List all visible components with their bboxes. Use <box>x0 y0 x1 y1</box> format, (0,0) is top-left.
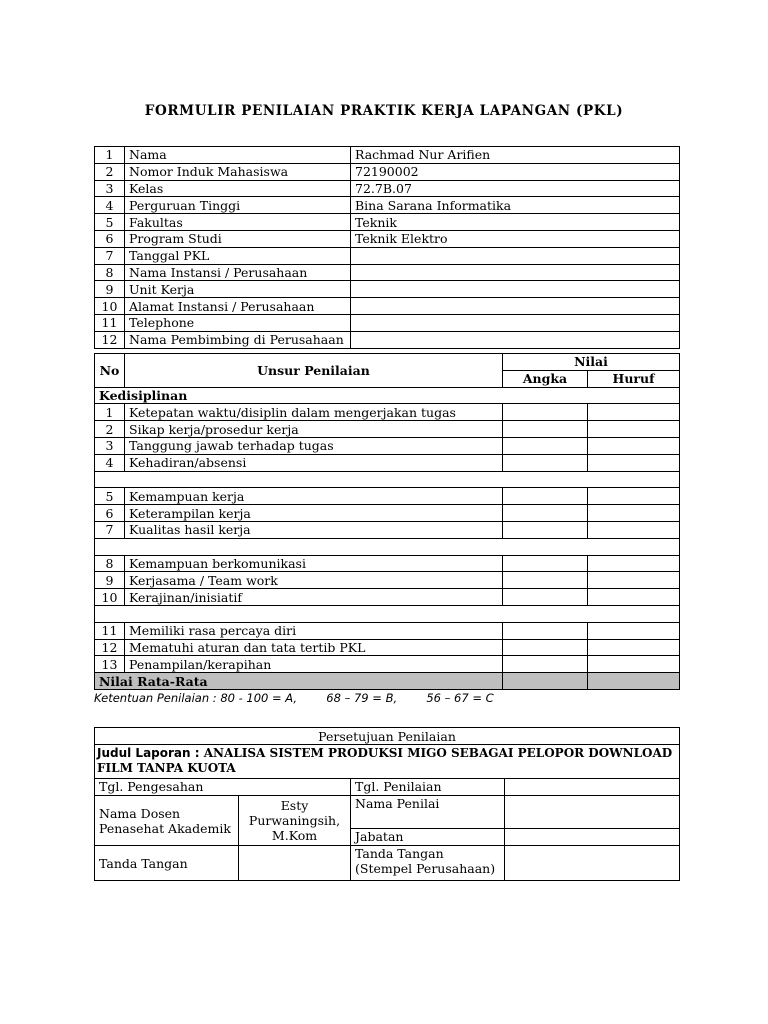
info-row-number: 10 <box>95 298 125 315</box>
section-kedisiplinan: Kedisiplinan <box>95 387 680 404</box>
info-row <box>95 214 680 231</box>
spacer-cell <box>95 605 680 622</box>
info-row <box>95 197 680 214</box>
info-row-number: 1 <box>95 147 125 164</box>
grade-row-number: 4 <box>95 454 125 471</box>
approval-table <box>94 727 680 881</box>
grade-angka-cell <box>503 404 588 421</box>
grade-angka-cell <box>503 589 588 606</box>
info-row <box>95 314 680 331</box>
info-row <box>95 264 680 281</box>
grade-row-label: Penampilan/kerapihan <box>125 656 503 673</box>
info-row-value: 72190002 <box>351 163 680 180</box>
grade-row-label: Kehadiran/absensi <box>125 454 503 471</box>
grade-row <box>95 555 680 572</box>
tgl-penilaian-label: Tgl. Penilaian <box>351 779 505 796</box>
report-title-value: ANALISA SISTEM PRODUKSI MIGO SEBAGAI PELOPOR DOWNLOAD FILM TANPA KUOTA <box>97 746 673 775</box>
report-title-cell <box>95 745 680 779</box>
info-row <box>95 163 680 180</box>
grade-row-number: 7 <box>95 521 125 538</box>
info-row-value: Teknik Elektro <box>351 230 680 247</box>
grade-row-number: 12 <box>95 639 125 656</box>
grade-row-number: 11 <box>95 622 125 639</box>
tanda-tangan-stempel-label <box>351 846 505 881</box>
info-row-value <box>351 298 680 315</box>
info-row-number: 3 <box>95 180 125 197</box>
spacer-row <box>95 471 680 488</box>
grade-angka-cell <box>503 454 588 471</box>
info-row-number: 12 <box>95 331 125 348</box>
grade-huruf-cell <box>588 622 680 639</box>
approval-header: Persetujuan Penilaian <box>95 728 680 745</box>
grade-row-number: 8 <box>95 555 125 572</box>
grade-angka-cell <box>503 656 588 673</box>
grade-row-label: Sikap kerja/prosedur kerja <box>125 421 503 438</box>
info-row-value: Rachmad Nur Arifien <box>351 147 680 164</box>
info-row-number: 7 <box>95 247 125 264</box>
info-row <box>95 180 680 197</box>
info-row-label: Nama <box>125 147 351 164</box>
average-huruf-cell <box>588 673 680 690</box>
tanda-tangan-stempel-value <box>505 846 680 881</box>
tgl-pengesahan-label: Tgl. Pengesahan <box>95 779 351 796</box>
grade-angka-cell <box>503 505 588 522</box>
info-row-label: Perguruan Tinggi <box>125 197 351 214</box>
nama-penilai-label: Nama Penilai <box>351 796 505 829</box>
grading-table <box>94 353 680 690</box>
grade-row-label: Kerjasama / Team work <box>125 572 503 589</box>
info-row-value <box>351 314 680 331</box>
grade-angka-cell <box>503 639 588 656</box>
grade-angka-cell <box>503 488 588 505</box>
grade-huruf-cell <box>588 488 680 505</box>
info-row-label: Kelas <box>125 180 351 197</box>
tanda-tangan-value <box>239 846 351 881</box>
dosen-label: Nama Dosen Penasehat Akademik <box>95 796 239 846</box>
info-row <box>95 230 680 247</box>
grade-row <box>95 656 680 673</box>
tanda-tangan-stempel-line1: Tanda Tangan <box>355 846 444 861</box>
grade-row <box>95 572 680 589</box>
grade-row <box>95 505 680 522</box>
grade-row-number: 9 <box>95 572 125 589</box>
info-row-number: 9 <box>95 281 125 298</box>
info-row-label: Unit Kerja <box>125 281 351 298</box>
grade-angka-cell <box>503 555 588 572</box>
grade-row-label: Tanggung jawab terhadap tugas <box>125 437 503 454</box>
grade-huruf-cell <box>588 421 680 438</box>
info-row-number: 2 <box>95 163 125 180</box>
info-row-number: 8 <box>95 264 125 281</box>
tanda-tangan-label: Tanda Tangan <box>95 846 239 881</box>
info-row-number: 11 <box>95 314 125 331</box>
grade-row-number: 13 <box>95 656 125 673</box>
info-row-label: Telephone <box>125 314 351 331</box>
grade-row-number: 2 <box>95 421 125 438</box>
student-info-table <box>94 146 680 349</box>
info-row-label: Program Studi <box>125 230 351 247</box>
grade-row-number: 10 <box>95 589 125 606</box>
grade-angka-cell <box>503 572 588 589</box>
col-nilai-header: Nilai <box>503 354 680 371</box>
grade-row-number: 5 <box>95 488 125 505</box>
info-row-label: Nomor Induk Mahasiswa <box>125 163 351 180</box>
grade-huruf-cell <box>588 404 680 421</box>
grade-huruf-cell <box>588 437 680 454</box>
info-row-label: Tanggal PKL <box>125 247 351 264</box>
average-label: Nilai Rata-Rata <box>95 673 503 690</box>
info-row-value <box>351 264 680 281</box>
jabatan-label: Jabatan <box>351 829 505 846</box>
grade-row-label: Kemampuan kerja <box>125 488 503 505</box>
spacer-row <box>95 538 680 555</box>
grade-row-label: Ketepatan waktu/disiplin dalam mengerjakan tugas <box>125 404 503 421</box>
grade-huruf-cell <box>588 589 680 606</box>
grade-row <box>95 437 680 454</box>
info-row <box>95 331 680 348</box>
form-title: FORMULIR PENILAIAN PRAKTIK KERJA LAPANGAN (PKL) <box>144 103 624 119</box>
grade-row <box>95 589 680 606</box>
grade-row <box>95 421 680 438</box>
dosen-value: Esty Purwaningsih, M.Kom <box>239 796 351 846</box>
report-title-label: Judul Laporan : <box>97 746 200 760</box>
grade-huruf-cell <box>588 555 680 572</box>
grade-row-number: 1 <box>95 404 125 421</box>
grade-row-label: Keterampilan kerja <box>125 505 503 522</box>
grade-row-label: Kualitas hasil kerja <box>125 521 503 538</box>
col-angka-header: Angka <box>503 370 588 387</box>
spacer-row <box>95 605 680 622</box>
grade-row <box>95 639 680 656</box>
grade-angka-cell <box>503 421 588 438</box>
info-row-value: Bina Sarana Informatika <box>351 197 680 214</box>
info-row <box>95 147 680 164</box>
grade-angka-cell <box>503 521 588 538</box>
grade-angka-cell <box>503 437 588 454</box>
grade-huruf-cell <box>588 454 680 471</box>
info-row-value <box>351 281 680 298</box>
info-row-label: Nama Pembimbing di Perusahaan <box>125 331 351 348</box>
grade-row-label: Memiliki rasa percaya diri <box>125 622 503 639</box>
info-row-label: Alamat Instansi / Perusahaan <box>125 298 351 315</box>
grade-huruf-cell <box>588 572 680 589</box>
grade-row-label: Mematuhi aturan dan tata tertib PKL <box>125 639 503 656</box>
nama-penilai-value <box>505 796 680 829</box>
info-row-label: Nama Instansi / Perusahaan <box>125 264 351 281</box>
grade-row-number: 3 <box>95 437 125 454</box>
col-unsur-header: Unsur Penilaian <box>125 354 503 388</box>
grade-row <box>95 404 680 421</box>
grade-angka-cell <box>503 622 588 639</box>
grade-row <box>95 622 680 639</box>
grade-row <box>95 454 680 471</box>
jabatan-value <box>505 829 680 846</box>
grade-row-label: Kerajinan/inisiatif <box>125 589 503 606</box>
grade-huruf-cell <box>588 505 680 522</box>
col-no-header: No <box>95 354 125 388</box>
info-row-number: 6 <box>95 230 125 247</box>
info-row-value: Teknik <box>351 214 680 231</box>
tanda-tangan-stempel-line2: (Stempel Perusahaan) <box>355 861 496 876</box>
average-row <box>95 673 680 690</box>
info-row-value <box>351 247 680 264</box>
col-huruf-header: Huruf <box>588 370 680 387</box>
grade-huruf-cell <box>588 656 680 673</box>
spacer-cell <box>95 538 680 555</box>
grade-row-label: Kemampuan berkomunikasi <box>125 555 503 572</box>
grade-row <box>95 521 680 538</box>
grade-huruf-cell <box>588 521 680 538</box>
tgl-penilaian-value <box>505 779 680 796</box>
info-row-label: Fakultas <box>125 214 351 231</box>
grade-huruf-cell <box>588 639 680 656</box>
info-row-value <box>351 331 680 348</box>
info-row <box>95 281 680 298</box>
grade-row <box>95 488 680 505</box>
grading-rules: Ketentuan Penilaian : 80 - 100 = A, 68 – 79 = B, 56 – 67 = C <box>94 691 494 705</box>
spacer-cell <box>95 471 680 488</box>
grade-row-number: 6 <box>95 505 125 522</box>
info-row-number: 4 <box>95 197 125 214</box>
info-row-number: 5 <box>95 214 125 231</box>
average-angka-cell <box>503 673 588 690</box>
info-row <box>95 247 680 264</box>
info-row <box>95 298 680 315</box>
info-row-value: 72.7B.07 <box>351 180 680 197</box>
